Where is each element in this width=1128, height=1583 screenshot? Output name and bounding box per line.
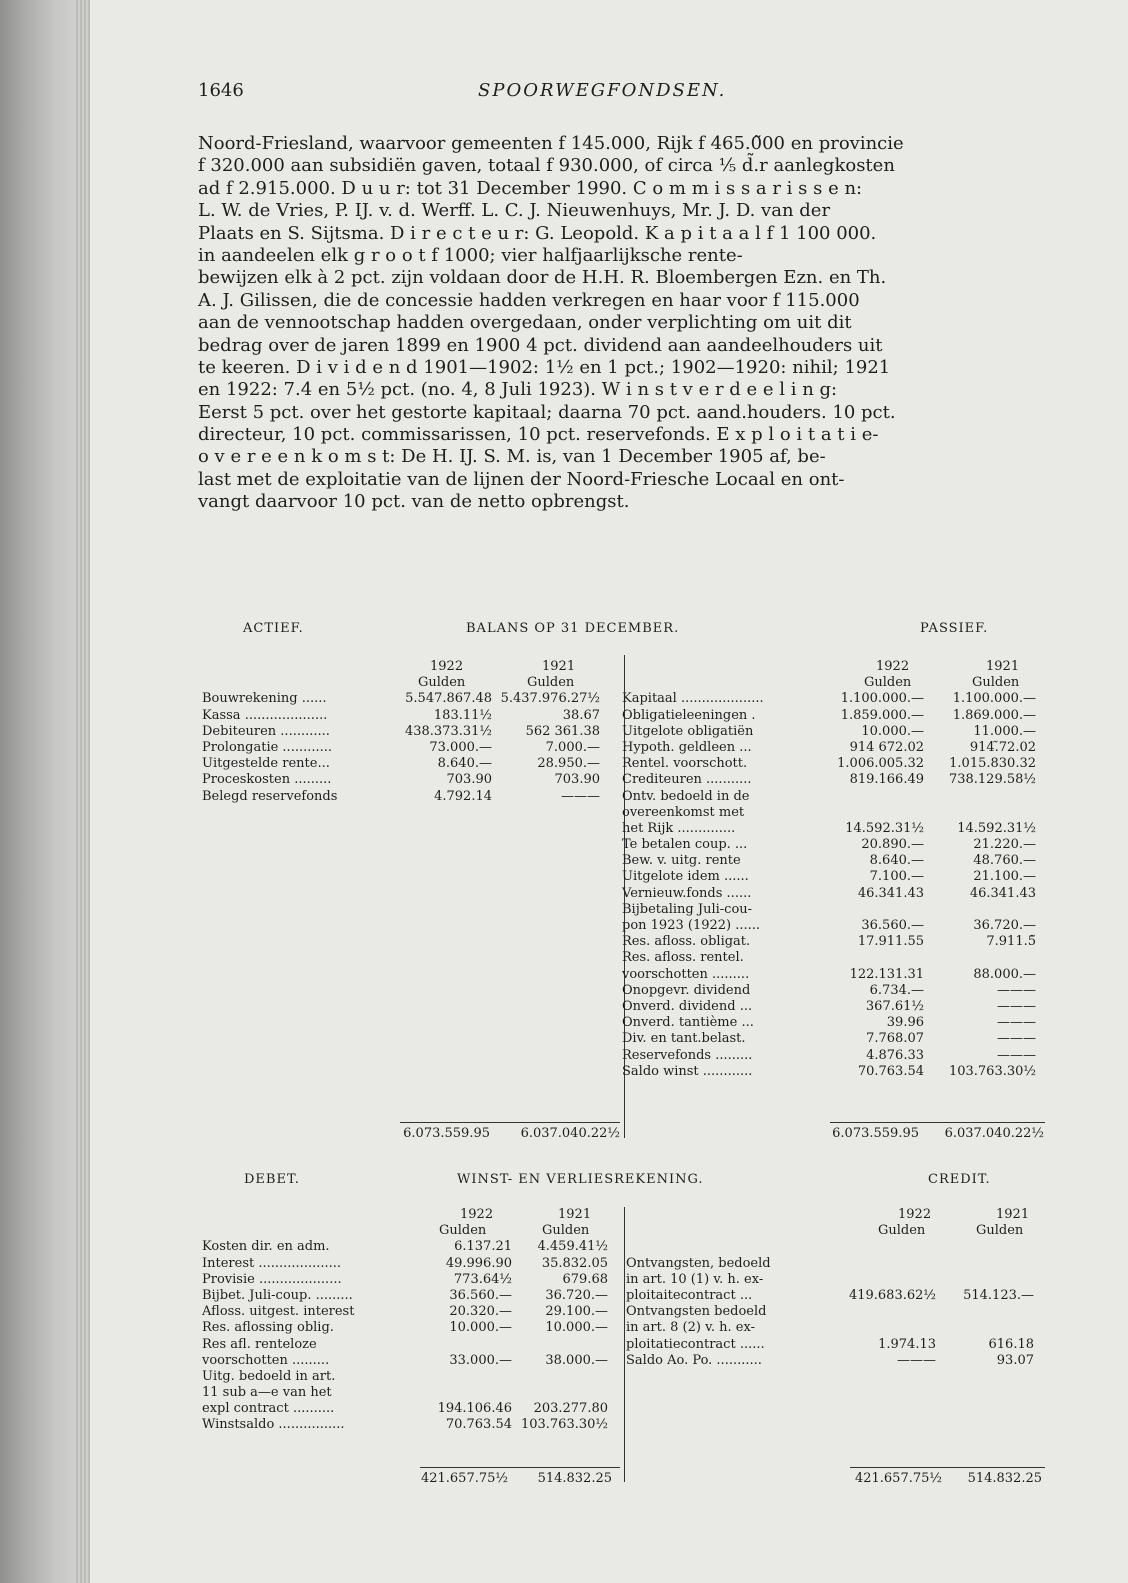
row-value-1922: 10.000.— [861,723,924,739]
table-row [202,772,622,788]
row-label: Winstsaldo ................ [202,1417,345,1433]
row-value-1921: 616.18 [988,1336,1034,1352]
year-1922: 1922 [898,1207,932,1222]
balans-title: BALANS OP 31 DECEMBER. [466,621,680,636]
total-actief-1921: 6.037.040.22½ [520,1126,620,1141]
row-label: Proceskosten ......... [202,772,332,788]
year-1921: 1921 [542,659,576,674]
passief-total [810,1126,1044,1142]
year-row [202,659,622,675]
row-value-1921: 738.129.58½ [948,772,1036,788]
table-row [622,886,1042,902]
table-row [626,1304,1036,1320]
table-row [202,1337,622,1353]
body-line: Plaats en S. Sijtsma. D i r e c t e u r: G. Leopold. K a p i t a a l f 1 100 000. [198,222,877,244]
body-line: en 1922: 7.4 en 5½ pct. (no. 4, 8 Juli 1923). W i n s t v e r d e e l i n g: [198,379,838,401]
credit-heading: CREDIT. [928,1172,991,1187]
year-1921: 1921 [558,1207,592,1222]
row-label: Obligatieleeningen . [622,707,756,723]
unit-1922: Gulden [418,675,466,691]
row-value-1921: 21.100.— [973,869,1036,885]
row-label: Uitgelote idem ...... [622,869,749,885]
table-row [622,708,1042,724]
row-label: Kapitaal .................... [622,691,764,707]
year-row [622,659,1042,675]
balans-actief-table [202,659,622,805]
row-value-1921: ——— [997,1047,1036,1063]
total-debet-1922: 421.657.75½ [420,1471,508,1486]
table-row [622,902,1042,918]
row-value-1921: 1.100.000.— [952,691,1036,707]
table-row [202,1369,622,1385]
row-value-1921: 88.000.— [973,966,1036,982]
table-row [202,1353,622,1369]
credit-total [830,1471,1042,1487]
row-label: Onverd. dividend ... [622,998,753,1014]
table-row [622,789,1042,805]
actief-heading: ACTIEF. [243,621,304,636]
table-row [202,1320,622,1336]
table-row [626,1239,1036,1255]
row-value-1922: 819.166.49 [849,772,924,788]
book-page-edges [0,0,90,1583]
row-value-1921: 514.123.— [963,1287,1034,1303]
row-value-1922: 20.890.— [861,837,924,853]
row-label: ploitaitecontract ... [626,1287,753,1303]
row-label: Reservefonds ......... [622,1047,753,1063]
row-label: Kassa .................... [202,707,328,723]
page-number: 1646 [198,80,244,101]
row-label: Onopgevr. dividend [622,982,751,998]
table-row [202,724,622,740]
table-row [622,967,1042,983]
row-value-1922: 20.320.— [449,1304,512,1320]
row-label: Res. afloss. rentel. [622,950,744,966]
running-head: SPOORWEGFONDSEN. [478,80,727,101]
row-value-1922: 438.373.31½ [404,723,492,739]
row-value-1921: 914.̃72.02 [969,739,1036,755]
passief-heading: PASSIEF. [920,621,989,636]
row-label: Belegd reservefonds [202,788,338,804]
row-value-1922: 4.792.14 [434,788,492,804]
row-value-1922: 8.640.— [869,853,924,869]
row-value-1922: 33.000.— [449,1352,512,1368]
table-row [202,1239,622,1255]
row-value-1921: 36.720.— [973,918,1036,933]
row-value-1921: ——— [997,982,1036,998]
row-label: het Rijk .............. [622,820,736,836]
year-1922: 1922 [460,1207,494,1222]
row-value-1921: 93.07 [996,1352,1034,1368]
unit-1922: Gulden [864,675,912,691]
row-label: Res. afloss. obligat. [622,934,751,950]
table-row [622,691,1042,707]
row-label: Ontv. bedoeld in de [622,788,750,804]
row-value-1921: 46.341.43 [969,885,1036,901]
row-value-1921: 11.000.— [973,723,1036,739]
row-value-1922: 39.96 [886,1015,924,1031]
table-row [622,837,1042,853]
body-paragraph [198,133,1048,514]
row-label: Res afl. renteloze [202,1336,317,1352]
row-value-1921: 28.950.— [537,756,600,772]
actief-total [380,1126,620,1142]
table-row [622,740,1042,756]
table-row [622,934,1042,950]
row-value-1922: 367.61½ [865,998,924,1014]
row-value-1922: 17.911.55 [857,934,924,950]
row-label: pon 1923 (1922) ...... [622,918,761,933]
winst-divider [624,1207,625,1482]
row-value-1922: 5.547.867.48 [405,691,492,707]
unit-1921: Gulden [542,1223,590,1239]
unit-row [622,675,1042,691]
row-value-1922: 194.106.46 [437,1401,512,1417]
row-value-1921: ——— [997,998,1036,1014]
row-label: expl contract .......... [202,1401,335,1417]
row-label: in art. 10 (1) v. h. ex- [626,1271,764,1287]
unit-1921: Gulden [527,675,575,691]
total-passief-1922: 6.073.559.95 [832,1126,919,1141]
body-line: o v e r e e n k o m s t: De H. IJ. S. M. is, van 1 December 1905 af, be- [198,446,826,468]
row-value-1921: 38.000.— [545,1352,608,1368]
row-label: Bew. v. uitg. rente [622,853,741,869]
row-label: Provisie .................... [202,1271,342,1287]
unit-1921: Gulden [972,675,1020,691]
row-value-1921: 1.869.000.— [952,707,1036,723]
table-row [622,999,1042,1015]
row-label: Saldo winst ............ [622,1063,753,1079]
row-value-1922: 703.90 [446,772,492,788]
row-value-1921: 103.763.30½ [520,1417,608,1433]
row-label: Interest .................... [202,1255,342,1271]
year-row [626,1207,1046,1223]
row-value-1922: 36.560.— [861,918,924,933]
debet-total [400,1471,612,1487]
row-value-1922: 1.006.005.32 [837,756,924,772]
row-value-1921: 562 361.38 [525,723,600,739]
total-debet-1921: 514.832.25 [537,1471,612,1486]
table-row [202,1401,622,1417]
table-row [626,1288,1036,1304]
row-label: Afloss. uitgest. interest [202,1304,355,1320]
row-label: Hypoth. geldleen ... [622,739,752,755]
table-row [626,1272,1036,1288]
row-value-1922: 36.560.— [449,1287,512,1303]
row-label: Ontvangsten, bedoeld [626,1255,771,1271]
row-value-1921: 7.000.— [545,739,600,755]
row-label: Res. aflossing oblig. [202,1320,334,1336]
winst-debet-table [202,1207,622,1434]
row-value-1921: 38.67 [562,707,600,723]
row-value-1922: 14.592.31½ [845,820,924,836]
table-row [622,983,1042,999]
row-value-1922: 6.137.21 [454,1239,512,1255]
row-value-1921: 36.720.— [545,1287,608,1303]
table-row [202,1417,622,1433]
row-value-1922: 1.859.000.— [840,707,924,723]
body-line: last met de exploitatie van de lijnen der Noord-Friesche Locaal en ont- [198,468,845,490]
row-value-1922: 419.683.62½ [848,1287,936,1303]
row-value-1922: 914 672.02 [849,739,924,755]
row-label: Ontvangsten bedoeld [626,1304,767,1320]
row-value-1922: 1.100.000.— [840,691,924,707]
table-row [622,821,1042,837]
table-row [622,918,1042,934]
row-value-1921: 4.459.41½ [537,1239,608,1255]
row-value-1921: 703.90 [554,772,600,788]
body-line: f 320.000 aan subsidiën gaven, totaal f 930.000, of circa ⅕ d̃.r aanlegkosten [198,155,895,177]
row-value-1921: 48.760.— [973,853,1036,869]
row-label: Crediteuren ........... [622,772,752,788]
body-line: ad f 2.915.000. D u u r: tot 31 December 1990. C o m m i s s a r i s s e n: [198,177,863,199]
total-credit-1921: 514.832.25 [967,1471,1042,1486]
table-row [622,869,1042,885]
table-row [622,1048,1042,1064]
row-label: Debiteuren ............ [202,723,330,739]
row-value-1922: 70.763.54 [857,1063,924,1079]
table-row [622,772,1042,788]
row-label: in art. 8 (2) v. h. ex- [626,1320,755,1336]
table-row [202,740,622,756]
total-credit-1922: 421.657.75½ [854,1471,942,1486]
table-row [622,1015,1042,1031]
row-value-1922: 183.11½ [433,707,492,723]
table-row [202,789,622,805]
page-header [198,80,1048,110]
row-value-1921: 679.68 [562,1271,608,1287]
row-value-1921: ——— [997,1031,1036,1047]
row-value-1921: 7.911.5̃ [986,934,1036,950]
row-label: Rentel. voorschott. [622,756,748,772]
row-label: Uitg. bedoeld in art. [202,1368,336,1384]
winst-title: WINST- EN VERLIESREKENING. [457,1172,704,1187]
row-value-1921: 10.000.— [545,1320,608,1336]
row-value-1922: 773.64½ [453,1271,512,1287]
row-label: Vernieuw.fonds ...... [622,885,752,901]
year-1921: 1921 [996,1207,1030,1222]
body-line: Noord-Friesland, waarvoor gemeenten f 145.000, Rijk f 465.0̃00 en provincie [198,133,904,154]
table-row [202,1272,622,1288]
row-value-1921: ——— [561,788,600,804]
body-line: Eerst 5 pct. over het gestorte kapitaal; daarna 70 pct. aand.houders. 10 pct. [198,401,896,423]
row-label: Bouwrekening ...... [202,691,327,707]
row-value-1921: 203.277.80 [533,1401,608,1417]
row-value-1922: 7.100.— [869,869,924,885]
table-row [622,853,1042,869]
actief-total-rule [400,1122,620,1123]
credit-total-rule [850,1467,1045,1468]
row-label: Div. en tant.belast. [622,1031,746,1047]
table-row [622,756,1042,772]
unit-row [202,1223,622,1239]
table-row [626,1337,1036,1353]
row-value-1921: 29.100.— [545,1304,608,1320]
row-label: Uitgelote obligatiën [622,723,754,739]
body-line: bewijzen elk à 2 pct. zijn voldaan door de H.H. R. Bloembergen Ezn. en Th. [198,267,887,289]
table-row [626,1256,1036,1272]
table-row [622,1031,1042,1047]
row-label: Kosten dir. en adm. [202,1239,330,1255]
table-row [626,1353,1036,1369]
passief-total-rule [830,1122,1045,1123]
row-label: ploitatiecontract ...... [626,1336,765,1352]
table-row [202,1256,622,1272]
row-label: Te betalen coup. ... [622,837,748,853]
row-label: Prolongatie ............ [202,739,333,755]
row-value-1922: 122.131.31 [849,966,924,982]
row-label: Saldo Ao. Po. ........... [626,1352,762,1368]
year-1922: 1922 [876,659,910,674]
row-value-1922: 49.996.90 [445,1255,512,1271]
table-row [622,805,1042,821]
row-value-1921: 14.592.31½ [957,820,1036,836]
row-value-1922: 6.734.— [869,982,924,998]
table-row [622,724,1042,740]
row-value-1922: 1.974.13 [878,1336,936,1352]
balans-passief-table [622,659,1042,1080]
unit-row [626,1223,1046,1239]
unit-1921: Gulden [976,1223,1024,1239]
row-value-1922: 7.768.07 [866,1031,924,1047]
row-value-1921: 5.437.976.27½ [500,691,600,707]
row-label: Onverd. tantième ... [622,1015,754,1031]
unit-row [202,675,622,691]
table-row [202,691,622,707]
row-value-1921: 1.015.830.32 [949,756,1036,772]
body-line: L. W. de Vries, P. IJ. v. d. Werff. L. C. J. Nieuwenhuys, Mr. J. D. van der [198,200,831,222]
body-line: vangt daarvoor 10 pct. van de netto opbrengst. [198,491,630,513]
row-label: overeenkomst met [622,804,745,820]
body-line: aan de vennootschap hadden overgedaan, onder verplichting om uit dit [198,312,852,334]
body-line: A. J. Gilissen, die de concessie hadden verkregen en haar voor f 115.000 [198,289,860,311]
table-row [622,950,1042,966]
debet-heading: DEBET. [244,1172,300,1187]
year-1921: 1921 [986,659,1020,674]
row-value-1922: 10.000.— [449,1320,512,1336]
body-line: in aandeelen elk g r o o t f 1000; vier halfjaarlijksche rente- [198,244,743,266]
year-1922: 1922 [430,659,464,674]
row-value-1922: 8.640.— [437,756,492,772]
table-row [202,1288,622,1304]
row-label: Uitgestelde rente... [202,756,330,772]
unit-1922: Gulden [439,1223,487,1239]
row-value-1922: 46.341.43 [857,885,924,901]
row-value-1922: 70.763.54 [445,1417,512,1433]
row-value-1921: 21.220.— [973,837,1036,853]
body-line: bedrag over de jaren 1899 en 1900 4 pct. dividend aan aandeelhouders uit [198,334,883,356]
row-label: voorschotten ......... [202,1352,330,1368]
unit-1922: Gulden [878,1223,926,1239]
body-line: te keeren. D i v i d e n d 1901—1902: 1½ en 1 pct.; 1902—1920: nihil; 1921 [198,356,891,378]
row-label: Bijbet. Juli-coup. ......... [202,1287,353,1303]
body-line: directeur, 10 pct. commissarissen, 10 pct. reservefonds. E x p l o i t a t i e- [198,424,879,446]
table-row [626,1320,1036,1336]
total-passief-1921: 6.037.040.22½ [944,1126,1044,1141]
row-value-1922: 73.000.— [429,739,492,755]
table-row [202,1385,622,1401]
debet-total-rule [420,1467,620,1468]
total-actief-1922: 6.073.559.95 [403,1126,490,1141]
table-row [622,1064,1042,1080]
row-value-1921: 35.832.05 [541,1255,608,1271]
row-value-1921: ——— [997,1015,1036,1031]
row-label: voorschotten ......... [622,966,750,982]
table-row [202,1304,622,1320]
row-value-1921: 103.763.30½ [948,1063,1036,1079]
row-value-1922: ——— [897,1352,936,1368]
table-row [202,756,622,772]
year-row [202,1207,622,1223]
row-label: Bijbetaling Juli-cou- [622,901,753,917]
row-value-1922: 4.876.33 [866,1047,924,1063]
table-row [202,708,622,724]
winst-credit-table [626,1207,1046,1369]
row-label: 11 sub a—e van het [202,1385,332,1401]
